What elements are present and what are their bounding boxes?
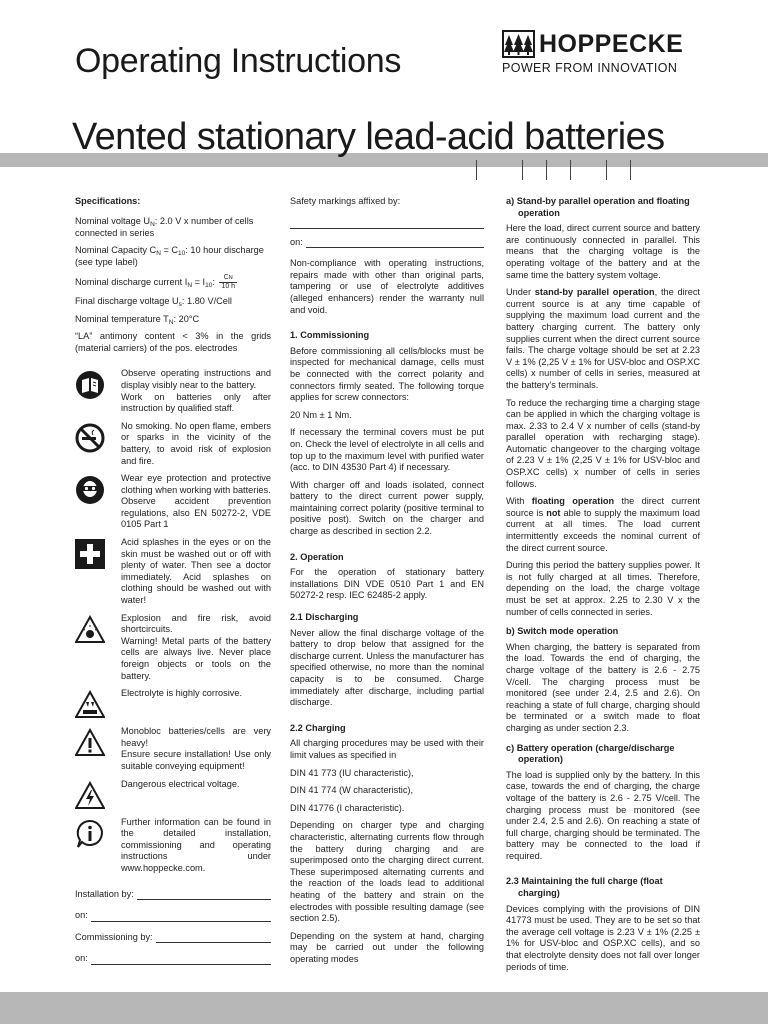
tick-mark xyxy=(476,160,477,180)
logo-tagline: POWER FROM INNOVATION xyxy=(502,61,678,75)
paragraph: To reduce the recharging time a charging stage can be applied in which the charging voltage is max. 2.33 to 2.4 V x number of cells (stand-by parallel operation with recharging stage). Automatic changeover to the charging voltage of 2.23 V ± 1% (2,25 V ± 1% for USV-bloc and OSP.XC cells) x number of cells in series follows. xyxy=(506,397,700,489)
section-b-heading: b) Switch mode operation xyxy=(506,626,619,637)
symbol-text: Further information can be found in the detailed installation, commissioning and operating instructions under www.hoppecke.com. xyxy=(121,816,271,873)
information-icon xyxy=(75,819,105,849)
paragraph: With floating operation the direct current source is not able to supply the maximum load current at all times. The load current intermittently exceeds the nominal current of the direct current source. xyxy=(506,496,700,553)
din-item: DIN 41776 (I characteristic). xyxy=(290,802,405,813)
warranty-note: Non-compliance with operating instructions, repairs made with other than original parts, tampering or use of electrolyte additives (alleged enhancers) render the warranty null and void. xyxy=(290,258,484,315)
logo-name: HOPPECKE xyxy=(539,30,684,58)
discharge-current-fraction: $\frac{CN}{10 h}$ xyxy=(221,273,236,290)
safety-markings-field[interactable] xyxy=(290,214,484,229)
header-title: Operating Instructions xyxy=(75,42,402,80)
specifications-heading: Specifications: xyxy=(75,196,141,206)
section-2-3-heading: 2.3 Maintaining the full charge (float charging) xyxy=(506,876,663,899)
section-1-heading: 1. Commissioning xyxy=(290,330,370,341)
tick-mark xyxy=(570,160,571,180)
paragraph: With charger off and loads isolated, connect battery to the direct current power supply, maintaining correct polarity (positive terminal to positive post). Switch on the charger and charge as described in section 2.2. xyxy=(290,479,484,537)
tick-mark xyxy=(630,160,631,180)
section-c-heading: c) Battery operation (charge/discharge operation) xyxy=(506,742,675,765)
column-specifications xyxy=(75,196,271,975)
safety-markings-date-field[interactable]: on: xyxy=(290,237,484,249)
paragraph: Depending on charger type and charging characteristic, alternating currents flow through the battery during charging and are superimposed onto the charging direct current. These superimposed alternating currents and the reaction of the loads lead to additional heating of the battery and strain on the electrodes with possible resulting damage (see section 2.5). xyxy=(290,820,484,924)
first-aid-icon xyxy=(75,539,105,569)
paragraph: During this period the battery supplies power. It is not fully charged at all times. Therefore, depending on the load, the charge voltage must be set at approx. 2.25 to 2.30 V x the number of cells connected in series. xyxy=(506,560,700,617)
symbol-text: Dangerous electrical voltage. xyxy=(121,778,240,789)
explosion-warning-icon xyxy=(75,615,105,645)
tick-mark xyxy=(606,160,607,180)
paragraph: The load is supplied only by the battery. In this case, towards the end of charging, the charge voltage of the battery is 2.6 - 2.75 V/cell. The charging process must be monitored (see under 2.4, 2.5 and 2.6). On reaching a state of full charge, charging should be terminated. The battery may be connected to the load if required. xyxy=(506,769,700,861)
paragraph: Before commissioning all cells/blocks must be inspected for mechanical damage, cells must be connected with the correct polarity and connectors firmly seated. The following torque applies for screw connectors: xyxy=(290,345,484,403)
paragraph: All charging procedures may be used with their limit values as specified in xyxy=(290,738,484,760)
symbol-text: Explosion and fire risk, avoid shortcircuits. Warning! Metal parts of the battery cells are always live. Never place foreign objects or tools on the battery. xyxy=(121,612,271,681)
safety-markings-label: Safety markings affixed by: xyxy=(290,196,401,206)
section-2-1-heading: 2.1 Discharging xyxy=(290,612,359,623)
symbol-row xyxy=(75,473,271,531)
symbol-text: Monobloc batteries/cells are very heavy! Ensure secure installation! Use only suitable conveying equipment! xyxy=(121,726,271,771)
section-a-heading: a) Stand-by parallel operation and floating operation xyxy=(506,196,690,218)
hoppecke-tree-logo-icon xyxy=(502,30,535,58)
symbol-row xyxy=(75,779,271,811)
paragraph: Here the load, direct current source and battery are continuously connected in parallel. This means that the charging voltage is the operating voltage of the battery and at the same time the battery system voltage. xyxy=(506,223,700,280)
spec-nominal-temperature: Nominal temperature $T_N$: 20°C xyxy=(75,313,200,326)
section-2-2-heading: 2.2 Charging xyxy=(290,722,346,733)
symbol-text: No smoking. No open flame, embers or sparks in the vicinity of the battery, to avoid risk of explosion and fire. xyxy=(121,420,271,466)
section-2-heading: 2. Operation xyxy=(290,551,344,562)
column-charging-modes xyxy=(506,196,700,979)
paragraph: Under stand-by parallel operation, the direct current source is at any time capable of supplying the maximum load current and the battery charging current. The battery only supplies current when the direct current source fails. The charge voltage should be set at 2.23 V ± 1% (2,25 V ± 1% for USV-bloc and OSP.XC cells) x number of cells in series, measured at the battery’s terminals. xyxy=(506,287,700,390)
symbol-text: Wear eye protection and protective clothing when working with batteries. Observe accident prevention regulations, also EN 50272-2, VDE 0105 Part 1 xyxy=(121,473,271,530)
paragraph: When charging, the battery is separated from the load. Towards the end of charging, the charge voltage of the battery is 2.6 - 2.75 V/cell. The charging process must be monitored (see under 2.4, 2.5 and 2.6). On reaching a state of full charge, charging should be terminated or a switch made to float charging as under section 2.3. xyxy=(506,641,700,733)
spec-antimony-content: “LA” antimony content < 3% in the grids (material carriers) of the pos. electrodes xyxy=(75,331,271,353)
commissioning-date-field[interactable]: on: xyxy=(75,953,271,965)
footer-band xyxy=(0,992,768,1024)
main-title: Vented stationary lead-acid batteries xyxy=(72,116,665,158)
symbol-row xyxy=(75,688,271,720)
paragraph: If necessary the terminal covers must be put on. Check the level of electrolyte in all cells and top up to the maximum level with purified water (acc. to DIN 43530 Part 4) if necessary. xyxy=(290,427,484,473)
heavy-load-warning-icon xyxy=(75,728,105,758)
symbol-text: Electrolyte is highly corrosive. xyxy=(121,688,243,699)
commissioning-by-field[interactable]: Commissioning by: xyxy=(75,932,271,944)
spec-discharge-current: Nominal discharge current $I_N = I_{10}$: $\frac{CN}{10 h}$ xyxy=(75,273,236,290)
paragraph: Devices complying with the provisions of DIN 41773 must be used. They are to be set so that the average cell voltage is 2.23 V ± 1% (2.25 ± 1% for USV-bloc and OSP.XC cells), and so that electrolyte density does not fall over longer periods of time. xyxy=(506,903,700,972)
symbol-row xyxy=(75,421,271,467)
installation-date-field[interactable]: on: xyxy=(75,910,271,922)
symbol-row xyxy=(75,726,271,772)
symbol-row xyxy=(75,817,271,875)
column-commissioning-operation xyxy=(290,196,484,971)
symbol-row xyxy=(75,368,271,414)
eye-protection-icon xyxy=(75,475,105,505)
electrical-voltage-warning-icon xyxy=(75,781,105,811)
spec-nominal-voltage: Nominal voltage $U_N$: 2.0 V x number of cells connected in series xyxy=(75,215,254,239)
symbol-text: Acid splashes in the eyes or on the skin must be washed out or off with plenty of water. Then see a doctor immediately. Acid splashes on clothing should be washed out with water! xyxy=(121,537,271,606)
tick-mark xyxy=(522,160,523,180)
corrosive-warning-icon xyxy=(75,690,105,720)
hoppecke-logo xyxy=(502,30,702,75)
symbol-row xyxy=(75,613,271,683)
tick-mark xyxy=(546,160,547,180)
read-instructions-icon xyxy=(75,370,105,400)
symbol-row xyxy=(75,537,271,607)
torque-value: 20 Nm ± 1 Nm. xyxy=(290,409,352,420)
symbol-text: Observe operating instructions and display visibly near to the battery. Work on batteries only after instruction by qualified staff. xyxy=(121,368,271,414)
spec-nominal-capacity: Nominal Capacity $C_N = C_{10}$: 10 hour discharge (see type label) xyxy=(75,244,264,268)
paragraph: For the operation of stationary battery installations DIN VDE 0510 Part 1 and EN 50272-2 resp. IEC 62485-2 apply. xyxy=(290,567,484,601)
spec-final-voltage: Final discharge voltage $U_s$: 1.80 V/Cell xyxy=(75,295,232,308)
paragraph: Never allow the final discharge voltage of the battery to drop below that assigned for the discharge current. Unless the manufacturer has specified otherwise, no more than the nominal capacity is to be consumed. Charge immediately after discharge, including partial discharge. xyxy=(290,627,484,708)
no-smoking-icon xyxy=(75,423,105,453)
din-item: DIN 41 773 (IU characteristic), xyxy=(290,767,414,778)
installation-by-field[interactable]: Installation by: xyxy=(75,889,271,901)
din-item: DIN 41 774 (W characteristic), xyxy=(290,785,414,796)
paragraph: Depending on the system at hand, charging may be carried out under the following operating modes xyxy=(290,930,484,964)
